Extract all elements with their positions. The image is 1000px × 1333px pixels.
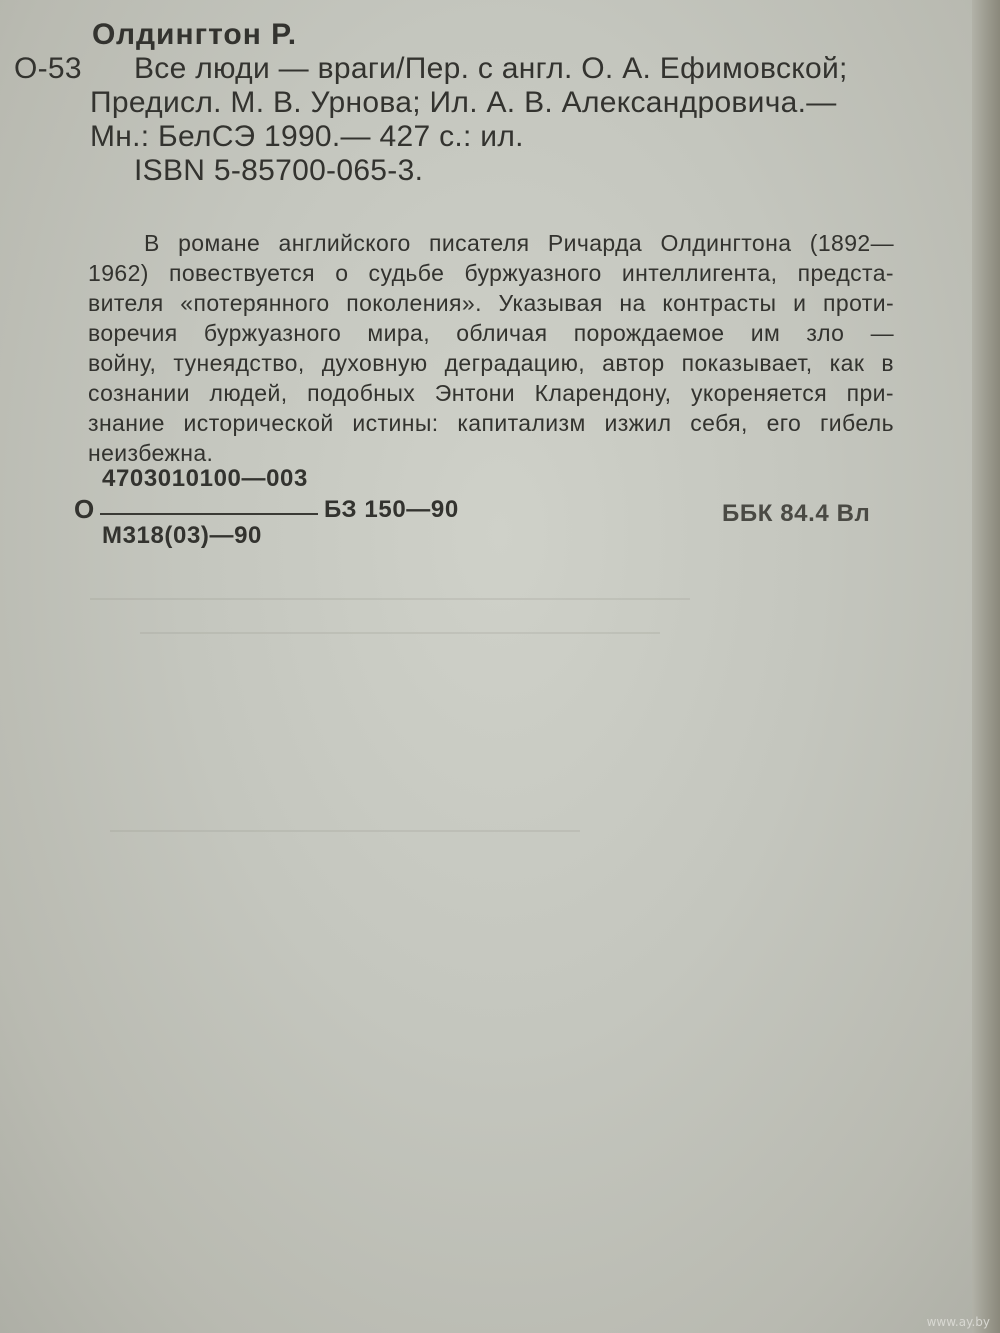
annotation-line: вителя «потерянного поколения». Указывая на контрасты и проти- [88, 290, 894, 316]
catalog-code: О-53 [14, 52, 82, 85]
bleed-through-line [110, 830, 580, 832]
bz-code: БЗ 150—90 [324, 496, 459, 523]
annotation-line: войну, тунеядство, духовную деградацию, автор показывает, как в [88, 350, 894, 376]
bleed-through-line [90, 598, 690, 600]
annotation-line: сознании людей, подобных Энтони Кларендону, укореняется при- [88, 380, 894, 406]
site-watermark: www.ay.by [926, 1315, 990, 1329]
annotation-line: неизбежна. [88, 440, 214, 466]
classification-numerator: 4703010100—003 [102, 465, 308, 492]
isbn: ISBN 5-85700-065-3. [134, 154, 424, 187]
annotation-line: воречия буржуазного мира, обличая порождаемое им зло — [88, 320, 894, 346]
page-edge-shadow [972, 0, 1000, 1333]
bibliographic-line-credits: Предисл. М. В. Урнова; Ил. А. В. Александровича.— [90, 86, 837, 119]
annotation-paragraph [88, 228, 894, 468]
annotation-line: знание исторической истины: капитализм изжил себя, его гибель [88, 410, 894, 436]
bibliographic-line-publisher: Мн.: БелСЭ 1990.— 427 с.: ил. [90, 120, 524, 153]
fraction-divider [100, 513, 318, 515]
bleed-through-line [140, 632, 660, 634]
bibliographic-line-title: Все люди — враги/Пер. с англ. О. А. Ефимовской; [134, 52, 848, 85]
author-name: Олдингтон Р. [92, 18, 298, 51]
classification-denominator: М318(03)—90 [102, 522, 263, 549]
annotation-line: В романе английского писателя Ричарда Олдингтона (1892— [144, 230, 894, 256]
annotation-line: 1962) повествуется о судьбе буржуазного интеллигента, предста- [88, 260, 894, 286]
classification-prefix: О [74, 494, 95, 524]
bbk-code: ББК 84.4 Вл [722, 500, 871, 527]
